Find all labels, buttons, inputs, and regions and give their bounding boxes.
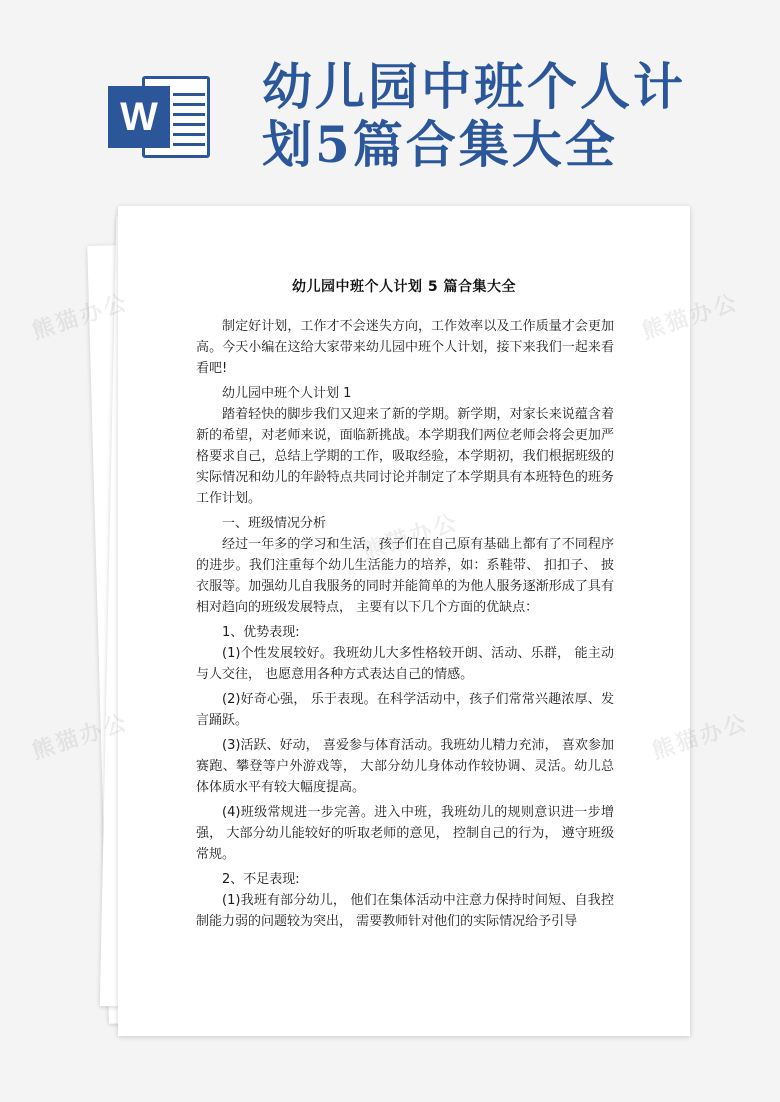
watermark: 熊猫办公 — [29, 290, 133, 345]
page-title-line-2: 划5篇合集大全 — [262, 115, 618, 174]
document-page — [118, 206, 690, 1036]
body-paragraph: 制定好计划，工作才不会迷失方向，工作效率以及工作质量才会更加高。今天小编在这给大家带来幼儿园中班个人计划，接下来我们一起来看看吧! — [196, 319, 614, 376]
body-paragraph: 踏着轻快的脚步我们又迎来了新的学期。新学期，对家长来说蕴含着新的希望，对老师来说，面临新挑战。本学期我们两位老师会将会更加严格要求自己，总结上学期的工作，吸取经验，本学期初，我们根据班级的实际情况和幼儿的年龄特点共同讨论并制定了本学期具有本班特色的班务工作计划。 — [196, 407, 614, 506]
section-heading: 2、不足表现: — [222, 872, 300, 887]
word-badge: W — [108, 86, 170, 148]
watermark: 熊猫办公 — [649, 710, 753, 765]
page-title-line-1: 幼儿园中班个人计 — [262, 57, 686, 116]
section-heading: 幼儿园中班个人计划 1 — [222, 386, 352, 401]
body-paragraph: (2)好奇心强， 乐于表现。在科学活动中，孩子们常常兴趣浓厚、发言踊跃。 — [196, 692, 614, 728]
document-title: 幼儿园中班个人计划 5 篇合集大全 — [292, 279, 516, 295]
page-header — [0, 0, 780, 190]
document-body — [196, 316, 614, 936]
section-heading: 一、班级情况分析 — [222, 516, 327, 531]
word-document-icon — [108, 70, 212, 162]
section-heading: 1、优势表现: — [222, 625, 300, 640]
body-paragraph: (1)个性发展较好。我班幼儿大多性格较开朗、活动、乐群， 能主动与人交往， 也愿意用各种方式表达自己的情感。 — [196, 646, 614, 682]
page-title — [262, 58, 732, 174]
body-paragraph: (3)活跃、好动， 喜爱参与体育活动。我班幼儿精力充沛， 喜欢参加赛跑、攀登等户外游戏等， 大部分幼儿身体动作较协调、灵活。幼儿总体体质水平有较大幅度提高。 — [196, 738, 614, 795]
body-paragraph: 经过一年多的学习和生活，孩子们在自己原有基础上都有了不同程序的进步。我们注重每个幼儿生活能力的培养，如：系鞋带、 扣扣子、 披衣服等。加强幼儿自我服务的同时并能简单的为他人服务逐渐形成了具有相对趋向的班级发展特点， 主要有以下几个方面的优缺点： — [196, 537, 614, 615]
watermark: 熊猫办公 — [639, 290, 743, 345]
body-paragraph: (4)班级常规进一步完善。进入中班，我班幼儿的规则意识进一步增强， 大部分幼儿能较好的听取老师的意见， 控制自己的行为， 遵守班级常规。 — [196, 805, 614, 862]
body-paragraph: (1)我班有部分幼儿， 他们在集体活动中注意力保持时间短、自我控制能力弱的问题较为突出， 需要教师针对他们的实际情况给予引导 — [196, 893, 614, 929]
watermark: 熊猫办公 — [29, 710, 133, 765]
